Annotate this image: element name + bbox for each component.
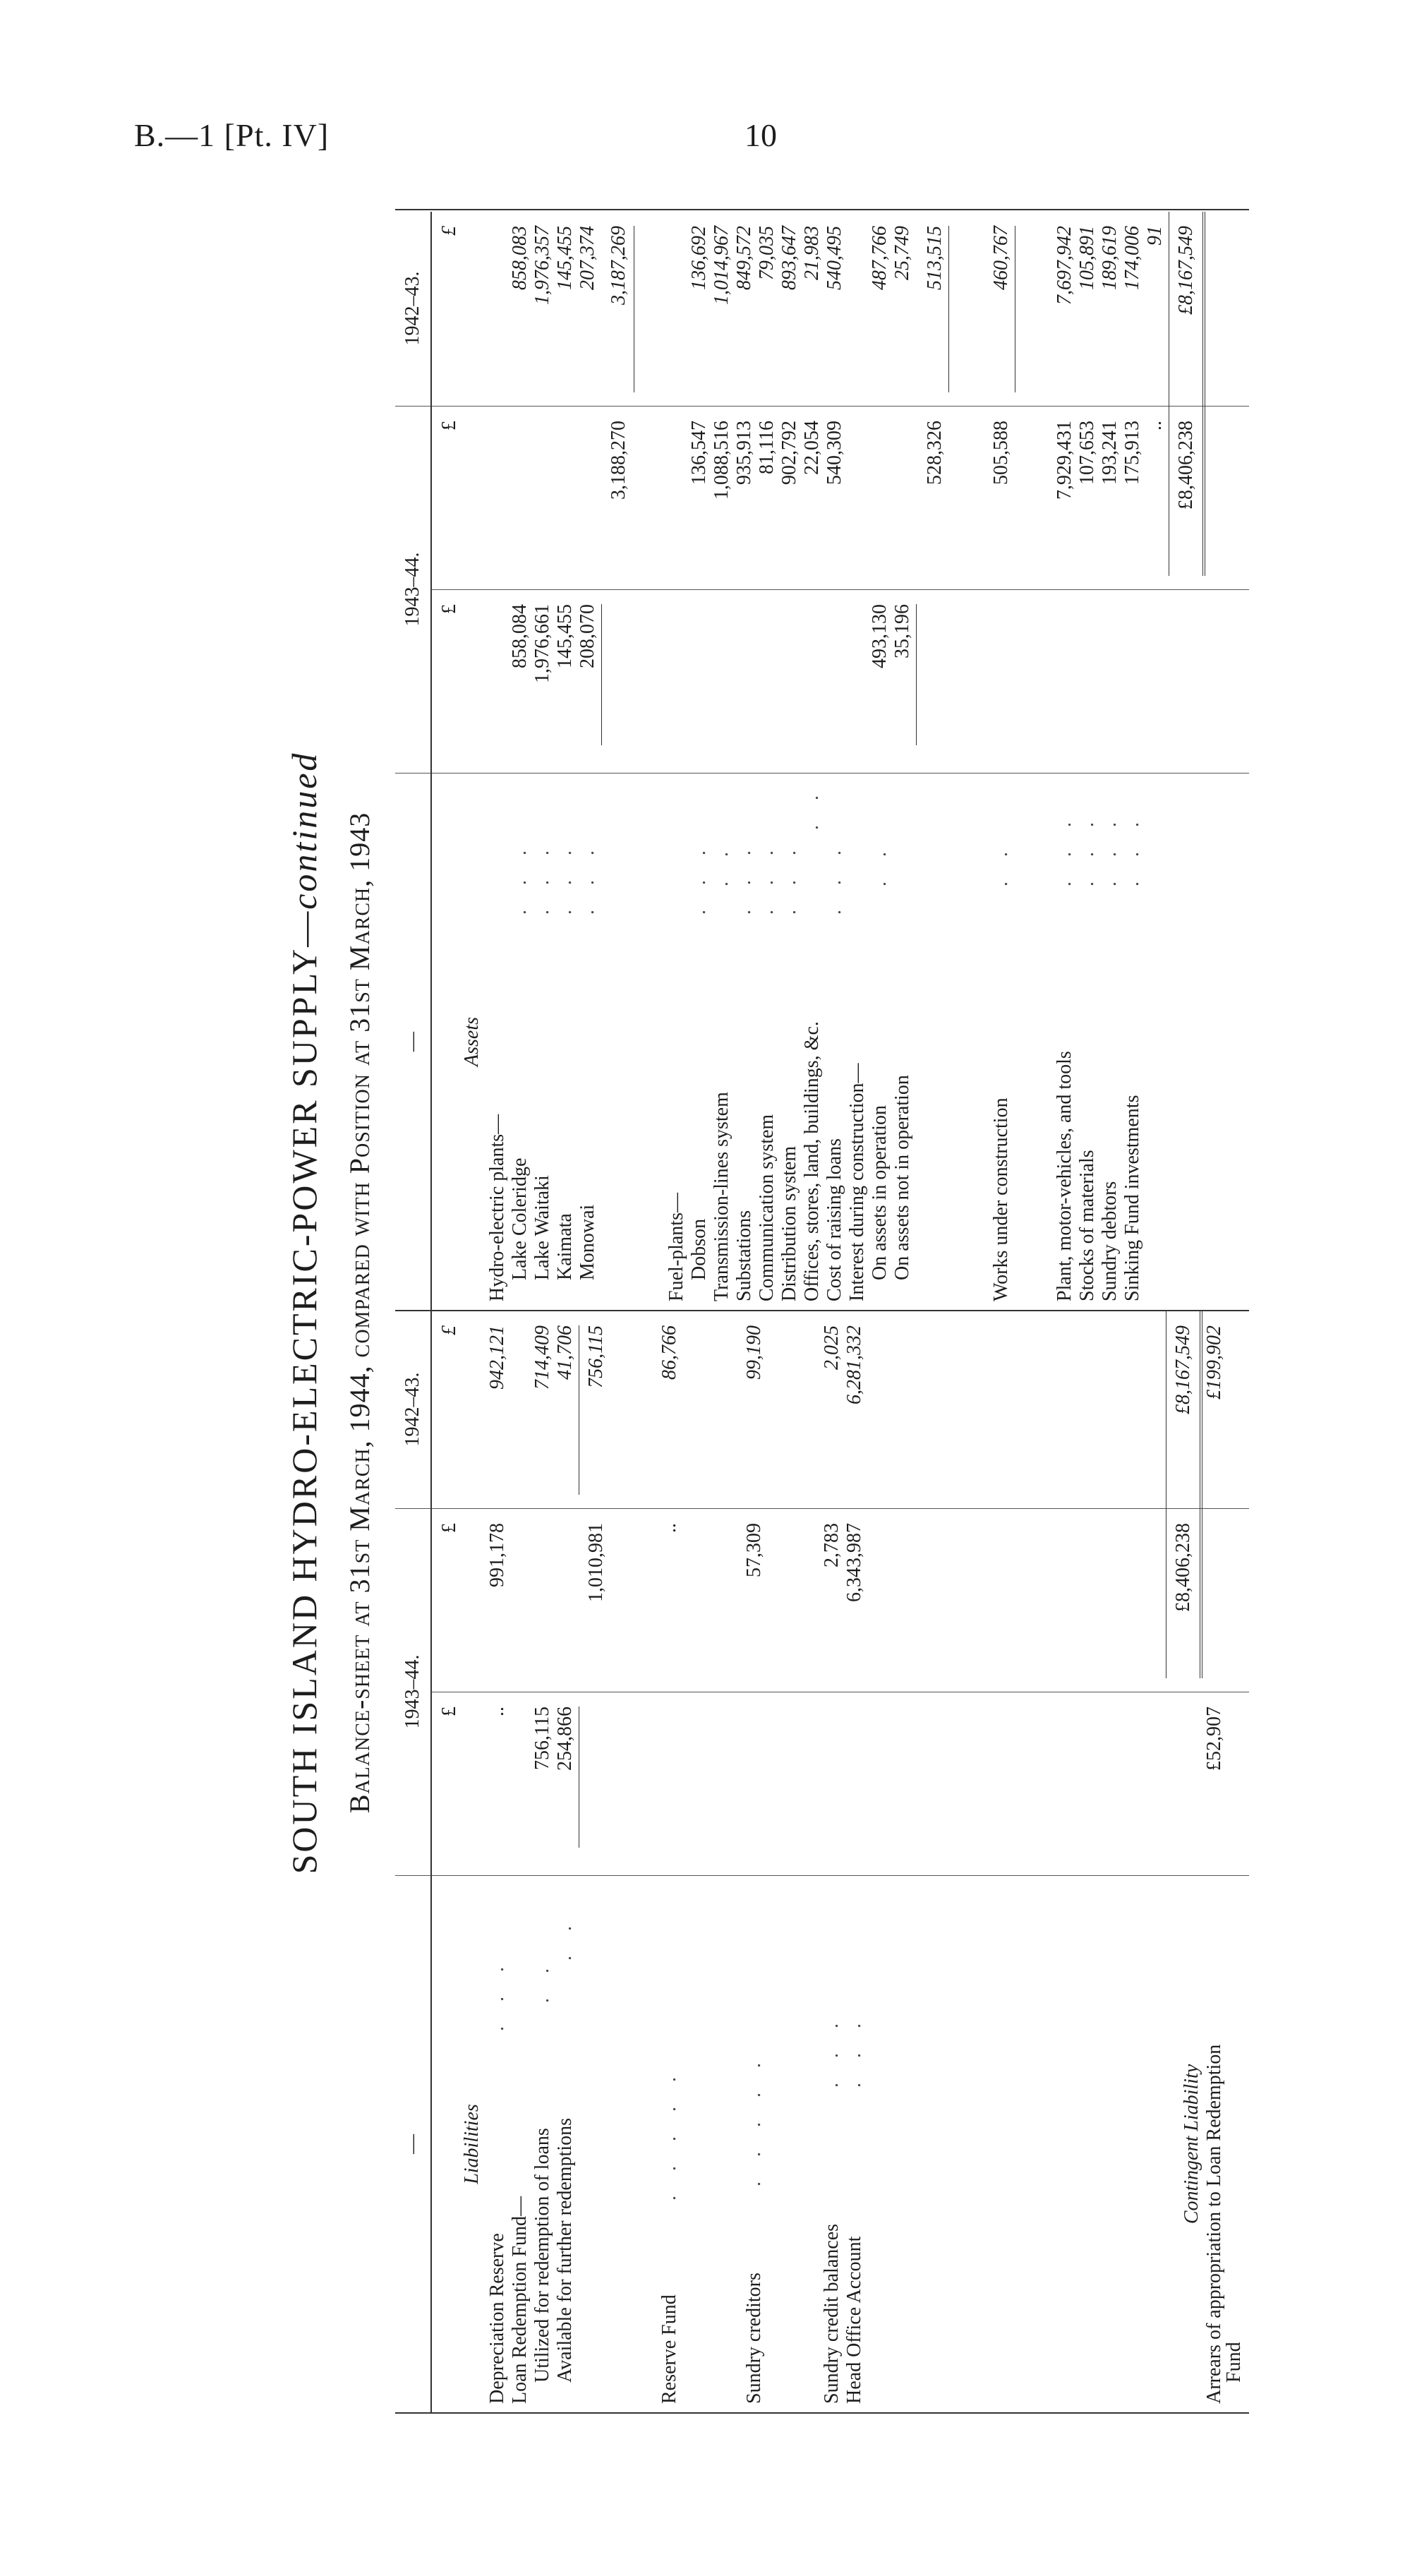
table-row: Kaimata . . . 145,455 145,455 — [554, 226, 576, 1280]
table-row: Interest during construction— — [846, 1063, 868, 1301]
main-title: SOUTH ISLAND HYDRO-ELECTRIC-POWER SUPPLY—continued — [284, 751, 324, 1874]
year-1943-header: 1942–43. — [395, 211, 430, 407]
total-row: £8,406,238 £8,167,549 — [1172, 1325, 1194, 1612]
total-row: £8,406,238 £8,167,549 — [1175, 226, 1197, 510]
table-row: Substations . . . 935,913 849,572 — [733, 226, 755, 1301]
pound-sign: £ — [438, 226, 460, 236]
table-row: Cost of raising loans . . . 540,309 540,495 — [824, 226, 845, 1301]
balance-sheet-table — [395, 209, 1249, 2414]
assets-section — [395, 212, 1249, 1310]
pound-sign: £ — [438, 1707, 460, 1716]
table-row: Sundry debtors . . . 193,241 189,619 — [1099, 226, 1121, 1301]
contingent-heading: Contingent Liability — [1181, 2064, 1202, 2225]
assets-heading: Assets — [461, 1017, 483, 1066]
table-row: .. 91 — [1144, 226, 1166, 431]
pound-sign: £ — [438, 1523, 460, 1533]
table-row: On assets not in operation 35,196 25,749 — [891, 226, 913, 1280]
table-row: Depreciation Reserve . . . .. 991,178 942,121 — [486, 1325, 508, 2404]
table-row: Reserve Fund . . . . . .. 86,766 — [658, 1325, 680, 2404]
table-row: Offices, stores, land, buildings, &c. . . 22,054 21,983 — [801, 226, 823, 1301]
year-1943-header: 1942–43. — [395, 1311, 430, 1509]
table-row: Hydro-electric plants— — [486, 1114, 508, 1301]
page-reference: B.—1 [Pt. IV] — [134, 117, 330, 153]
title-block — [282, 205, 380, 2421]
pound-sign: £ — [438, 1325, 460, 1335]
table-row: On assets in operation . . 493,130 487,766 — [869, 226, 891, 1280]
table-row: Dobson . . . 136,547 136,692 — [688, 226, 710, 1280]
liabilities-section — [395, 1310, 1249, 2412]
assets-body — [432, 212, 1249, 1310]
table-row: Fuel-plants— — [665, 1193, 687, 1301]
table-row: Plant, motor-vehicles, and tools . . . 7,929,431 7,697,942 — [1054, 226, 1075, 1301]
table-row: Sundry credit balances . . . 2,783 2,025 — [821, 1325, 843, 2404]
label-column-header: — — [402, 2134, 423, 2154]
table-row: Sundry creditors . . . . . 57,309 99,190 — [743, 1325, 765, 2404]
table-row: Lake Coleridge . . . 858,084 858,083 — [509, 226, 531, 1280]
table-row: Utilized for redemption of loans . . 756,115 714,409 — [531, 1325, 553, 2383]
pound-sign: £ — [438, 604, 460, 614]
year-1944-header: 1943–44. — [395, 406, 430, 774]
page-header — [0, 116, 1417, 159]
contingent-row-cont: Fund — [1223, 2342, 1245, 2383]
contingent-row: Arrears of appropriation to Loan Redemption £52,907 £199,902 — [1203, 1325, 1225, 2404]
table-row: Head Office Account . . . 6,343,987 6,281,332 — [843, 1325, 865, 2404]
table-row: Available for further redemptions . . 254,866 41,706 — [554, 1325, 576, 2383]
table-row: Lake Waitaki . . . 1,976,661 1,976,357 — [531, 226, 553, 1280]
table-row: 3,188,270 3,187,269 — [608, 226, 629, 500]
table-row: Works under construction . . 505,588 460,767 — [990, 226, 1012, 1301]
table-row: Loan Redemption Fund— — [509, 2196, 531, 2404]
assets-column-header — [395, 212, 432, 1310]
table-row: Stocks of materials . . . 107,653 105,891 — [1076, 226, 1098, 1301]
liabilities-body — [432, 1311, 1249, 2412]
table-row: 1,010,981 756,115 — [585, 1325, 607, 1602]
sub-title: Balance-sheet at 31st March, 1944, compared with Position at 31st March, 1943 — [344, 812, 375, 1814]
table-row: Distribution system . . . 902,792 893,647 — [778, 226, 800, 1301]
table-row: Monowai . . . 208,070 207,374 — [577, 226, 598, 1280]
pound-sign: £ — [438, 421, 460, 431]
year-1944-header: 1943–44. — [395, 1508, 430, 1876]
table-row: 528,326 513,515 — [924, 226, 946, 485]
label-column-header: — — [402, 1032, 423, 1052]
liabilities-column-header — [395, 1311, 432, 2412]
table-row: Sinking Fund investments . . . 175,913 174,006 — [1121, 226, 1143, 1301]
rotated-balance-sheet — [282, 205, 1256, 2421]
liabilities-heading: Liabilities — [461, 2104, 483, 2184]
main-title-continued: continued — [284, 751, 324, 910]
table-row: Communication system . . . 81,116 79,035 — [756, 226, 778, 1301]
page-number: 10 — [744, 117, 777, 153]
table-row: Transmission-lines system . . 1,088,516 1,014,967 — [711, 226, 732, 1301]
